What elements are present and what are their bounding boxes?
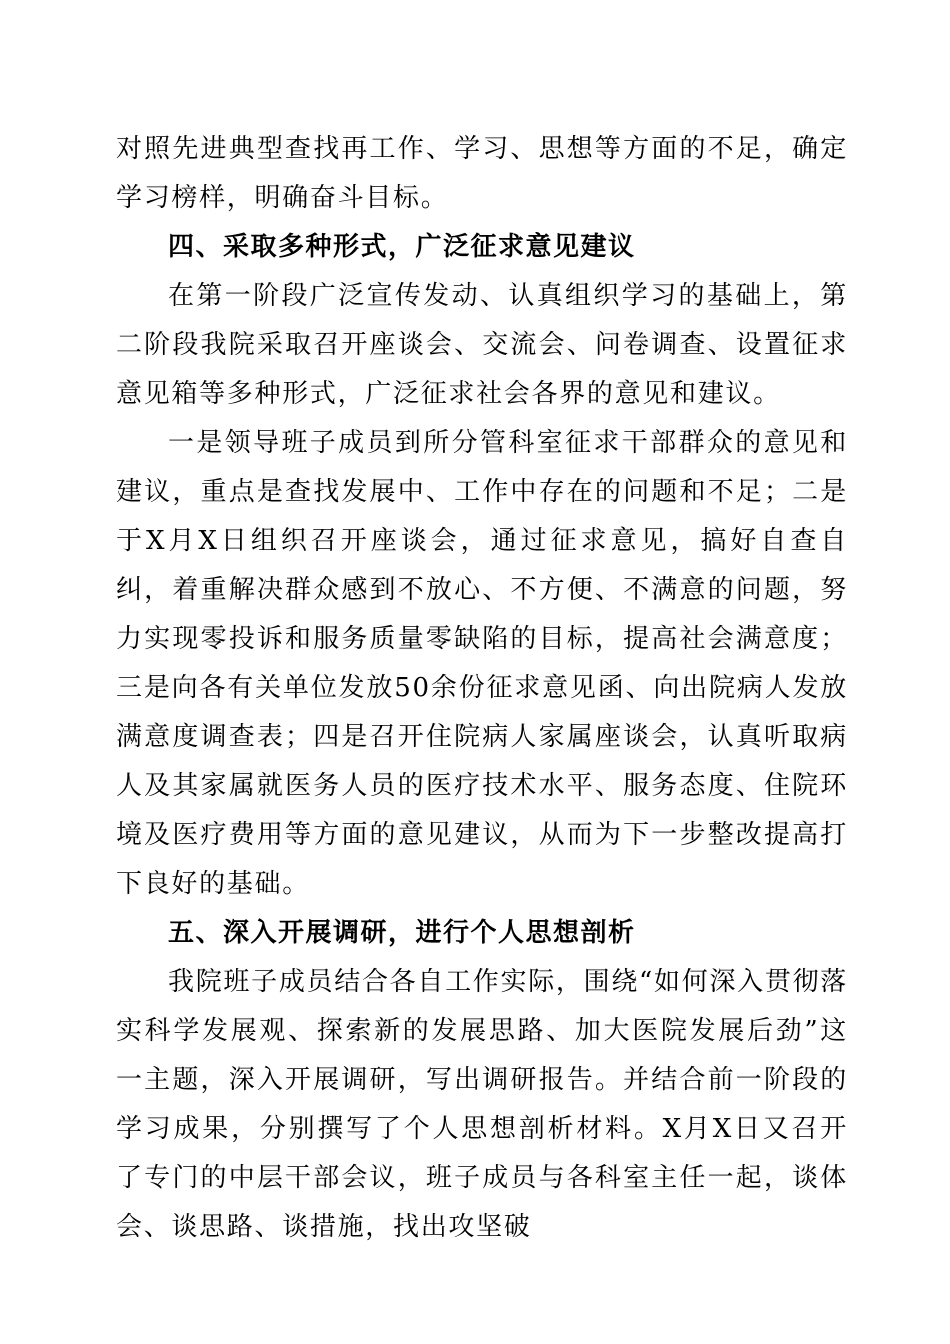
paragraph-continuation: 对照先进典型查找再工作、学习、思想等方面的不足，确定学习榜样，明确奋斗目标。	[116, 134, 848, 213]
section-heading-4: 四、采取多种形式，广泛征求意见建议	[168, 232, 636, 262]
paragraph-measures: 一是领导班子成员到所分管科室征求干部群众的意见和建议，重点是查找发展中、工作中存在的问题和不足；二是于X月X日组织召开座谈会，通过征求意见，搞好自查自纠，着重解决群众感到不放心、不方便、不满意的问题，努力实现零投诉和服务质量零缺陷的目标，提高社会满意度；三是向各有关单位发放50余份征求意见函、向出院病人发放满意度调查表；四是召开住院病人家属座谈会，认真听取病人及其家属就医务人员的医疗技术水平、服务态度、住院环境及医疗费用等方面的意见建议，从而为下一步整改提高打下良好的基础。	[116, 428, 848, 899]
paragraph-research: 我院班子成员结合各自工作实际，围绕“如何深入贯彻落实科学发展观、探索新的发展思路、加大医院发展后劲”这一主题，深入开展调研，写出调研报告。并结合前一阶段的学习成果，分别撰写了个人思想剖析材料。X月X日又召开了专门的中层干部会议，班子成员与各科室主任一起，谈体会、谈思路、谈措施，找出攻坚破	[116, 967, 848, 1242]
section-heading-5: 五、深入开展调研，进行个人思想剖析	[168, 918, 636, 948]
paragraph-stage-two: 在第一阶段广泛宣传发动、认真组织学习的基础上，第二阶段我院采取召开座谈会、交流会、问卷调查、设置征求意见箱等多种形式，广泛征求社会各界的意见和建议。	[116, 281, 848, 409]
document-body	[116, 125, 848, 1252]
